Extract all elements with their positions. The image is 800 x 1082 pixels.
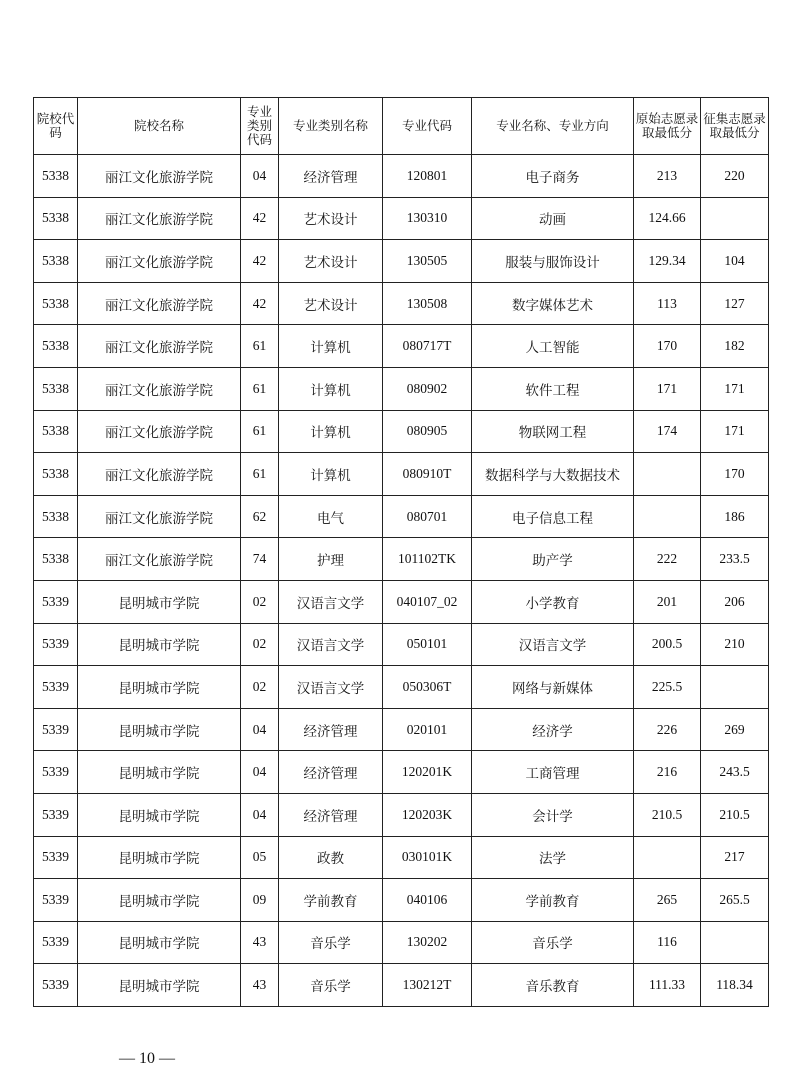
original-min-score-cell: 113 (634, 282, 701, 325)
header-school-code: 院校代码 (34, 98, 78, 155)
school-name-cell: 昆明城市学院 (78, 666, 241, 709)
original-min-score-cell: 111.33 (634, 964, 701, 1007)
school-code-cell: 5339 (34, 921, 78, 964)
table-row (34, 836, 769, 879)
major-code-cell: 120801 (383, 155, 472, 198)
table-header-row (34, 98, 769, 155)
supplementary-min-score-cell: 171 (701, 410, 769, 453)
major-code-cell: 101102TK (383, 538, 472, 581)
major-code-cell: 040106 (383, 879, 472, 922)
table-row (34, 453, 769, 496)
category-code-cell: 02 (241, 580, 279, 623)
category-name-cell: 计算机 (279, 453, 383, 496)
major-name-cell: 动画 (472, 197, 634, 240)
table-row (34, 367, 769, 410)
category-name-cell: 汉语言文学 (279, 623, 383, 666)
category-name-cell: 计算机 (279, 410, 383, 453)
header-major-name: 专业名称、专业方向 (472, 98, 634, 155)
category-code-cell: 02 (241, 623, 279, 666)
major-code-cell: 080910T (383, 453, 472, 496)
major-name-cell: 电子商务 (472, 155, 634, 198)
table-row (34, 708, 769, 751)
major-name-cell: 法学 (472, 836, 634, 879)
header-supplementary-min-score: 征集志愿录取最低分 (701, 98, 769, 155)
school-name-cell: 昆明城市学院 (78, 964, 241, 1007)
major-name-cell: 音乐学 (472, 921, 634, 964)
table-row (34, 197, 769, 240)
category-name-cell: 电气 (279, 495, 383, 538)
original-min-score-cell (634, 453, 701, 496)
original-min-score-cell: 226 (634, 708, 701, 751)
table-row (34, 495, 769, 538)
school-code-cell: 5339 (34, 879, 78, 922)
school-name-cell: 昆明城市学院 (78, 708, 241, 751)
category-name-cell: 音乐学 (279, 921, 383, 964)
original-min-score-cell: 200.5 (634, 623, 701, 666)
supplementary-min-score-cell: 269 (701, 708, 769, 751)
school-code-cell: 5338 (34, 325, 78, 368)
school-name-cell: 丽江文化旅游学院 (78, 155, 241, 198)
table-row (34, 751, 769, 794)
original-min-score-cell: 171 (634, 367, 701, 410)
major-name-cell: 物联网工程 (472, 410, 634, 453)
major-code-cell: 030101K (383, 836, 472, 879)
school-name-cell: 丽江文化旅游学院 (78, 495, 241, 538)
school-name-cell: 丽江文化旅游学院 (78, 538, 241, 581)
category-name-cell: 艺术设计 (279, 197, 383, 240)
school-code-cell: 5339 (34, 751, 78, 794)
original-min-score-cell: 213 (634, 155, 701, 198)
table-row (34, 666, 769, 709)
major-name-cell: 软件工程 (472, 367, 634, 410)
supplementary-min-score-cell: 206 (701, 580, 769, 623)
major-code-cell: 130212T (383, 964, 472, 1007)
major-name-cell: 经济学 (472, 708, 634, 751)
category-code-cell: 43 (241, 921, 279, 964)
category-code-cell: 61 (241, 325, 279, 368)
school-name-cell: 昆明城市学院 (78, 921, 241, 964)
supplementary-min-score-cell: 170 (701, 453, 769, 496)
table-row (34, 879, 769, 922)
category-code-cell: 09 (241, 879, 279, 922)
school-name-cell: 昆明城市学院 (78, 879, 241, 922)
school-code-cell: 5338 (34, 538, 78, 581)
category-code-cell: 04 (241, 155, 279, 198)
original-min-score-cell: 116 (634, 921, 701, 964)
table-row (34, 155, 769, 198)
supplementary-min-score-cell: 265.5 (701, 879, 769, 922)
table-row (34, 580, 769, 623)
category-name-cell: 学前教育 (279, 879, 383, 922)
supplementary-min-score-cell: 104 (701, 240, 769, 283)
school-code-cell: 5339 (34, 836, 78, 879)
major-code-cell: 120201K (383, 751, 472, 794)
major-name-cell: 服装与服饰设计 (472, 240, 634, 283)
major-code-cell: 130505 (383, 240, 472, 283)
table-row (34, 410, 769, 453)
category-name-cell: 经济管理 (279, 751, 383, 794)
major-code-cell: 050306T (383, 666, 472, 709)
header-category-code: 专业类别代码 (241, 98, 279, 155)
category-code-cell: 42 (241, 240, 279, 283)
supplementary-min-score-cell: 186 (701, 495, 769, 538)
original-min-score-cell: 129.34 (634, 240, 701, 283)
school-name-cell: 昆明城市学院 (78, 580, 241, 623)
original-min-score-cell: 201 (634, 580, 701, 623)
header-school-name: 院校名称 (78, 98, 241, 155)
major-name-cell: 会计学 (472, 793, 634, 836)
school-code-cell: 5338 (34, 367, 78, 410)
original-min-score-cell: 170 (634, 325, 701, 368)
category-code-cell: 74 (241, 538, 279, 581)
school-code-cell: 5338 (34, 282, 78, 325)
school-name-cell: 丽江文化旅游学院 (78, 367, 241, 410)
header-original-min-score: 原始志愿录取最低分 (634, 98, 701, 155)
supplementary-min-score-cell: 243.5 (701, 751, 769, 794)
table-row (34, 325, 769, 368)
original-min-score-cell: 265 (634, 879, 701, 922)
category-name-cell: 经济管理 (279, 793, 383, 836)
major-name-cell: 学前教育 (472, 879, 634, 922)
school-code-cell: 5338 (34, 410, 78, 453)
major-code-cell: 020101 (383, 708, 472, 751)
major-name-cell: 网络与新媒体 (472, 666, 634, 709)
school-name-cell: 丽江文化旅游学院 (78, 325, 241, 368)
school-name-cell: 昆明城市学院 (78, 793, 241, 836)
supplementary-min-score-cell: 233.5 (701, 538, 769, 581)
supplementary-min-score-cell: 182 (701, 325, 769, 368)
category-name-cell: 艺术设计 (279, 282, 383, 325)
category-code-cell: 42 (241, 282, 279, 325)
category-code-cell: 04 (241, 708, 279, 751)
supplementary-min-score-cell: 171 (701, 367, 769, 410)
school-name-cell: 昆明城市学院 (78, 751, 241, 794)
supplementary-min-score-cell: 217 (701, 836, 769, 879)
supplementary-min-score-cell: 118.34 (701, 964, 769, 1007)
category-name-cell: 计算机 (279, 325, 383, 368)
school-name-cell: 昆明城市学院 (78, 836, 241, 879)
school-code-cell: 5339 (34, 793, 78, 836)
supplementary-min-score-cell: 210 (701, 623, 769, 666)
table-row (34, 921, 769, 964)
category-code-cell: 61 (241, 367, 279, 410)
supplementary-min-score-cell (701, 666, 769, 709)
major-code-cell: 120203K (383, 793, 472, 836)
school-code-cell: 5338 (34, 197, 78, 240)
school-name-cell: 丽江文化旅游学院 (78, 282, 241, 325)
original-min-score-cell (634, 495, 701, 538)
supplementary-min-score-cell: 127 (701, 282, 769, 325)
supplementary-min-score-cell (701, 921, 769, 964)
original-min-score-cell: 210.5 (634, 793, 701, 836)
supplementary-min-score-cell (701, 197, 769, 240)
school-code-cell: 5338 (34, 453, 78, 496)
school-code-cell: 5338 (34, 495, 78, 538)
major-code-cell: 080701 (383, 495, 472, 538)
major-code-cell: 080902 (383, 367, 472, 410)
major-name-cell: 汉语言文学 (472, 623, 634, 666)
original-min-score-cell: 124.66 (634, 197, 701, 240)
major-name-cell: 数据科学与大数据技术 (472, 453, 634, 496)
table-row (34, 623, 769, 666)
major-name-cell: 电子信息工程 (472, 495, 634, 538)
school-code-cell: 5339 (34, 623, 78, 666)
school-name-cell: 丽江文化旅游学院 (78, 410, 241, 453)
header-category-name: 专业类别名称 (279, 98, 383, 155)
major-name-cell: 工商管理 (472, 751, 634, 794)
category-code-cell: 62 (241, 495, 279, 538)
original-min-score-cell (634, 836, 701, 879)
category-name-cell: 计算机 (279, 367, 383, 410)
original-min-score-cell: 222 (634, 538, 701, 581)
major-code-cell: 050101 (383, 623, 472, 666)
major-code-cell: 130508 (383, 282, 472, 325)
original-min-score-cell: 174 (634, 410, 701, 453)
major-code-cell: 130310 (383, 197, 472, 240)
table-row (34, 240, 769, 283)
supplementary-min-score-cell: 220 (701, 155, 769, 198)
school-code-cell: 5339 (34, 666, 78, 709)
school-name-cell: 丽江文化旅游学院 (78, 240, 241, 283)
category-name-cell: 经济管理 (279, 155, 383, 198)
major-code-cell: 080905 (383, 410, 472, 453)
major-code-cell: 130202 (383, 921, 472, 964)
category-name-cell: 艺术设计 (279, 240, 383, 283)
original-min-score-cell: 225.5 (634, 666, 701, 709)
category-code-cell: 61 (241, 453, 279, 496)
major-name-cell: 数字媒体艺术 (472, 282, 634, 325)
table-row (34, 282, 769, 325)
major-name-cell: 助产学 (472, 538, 634, 581)
school-code-cell: 5338 (34, 240, 78, 283)
original-min-score-cell: 216 (634, 751, 701, 794)
major-code-cell: 040107_02 (383, 580, 472, 623)
major-code-cell: 080717T (383, 325, 472, 368)
category-name-cell: 政教 (279, 836, 383, 879)
table-row (34, 964, 769, 1007)
category-name-cell: 护理 (279, 538, 383, 581)
page-number: — 10 — (119, 1050, 175, 1067)
category-name-cell: 经济管理 (279, 708, 383, 751)
school-code-cell: 5339 (34, 708, 78, 751)
school-code-cell: 5339 (34, 580, 78, 623)
category-code-cell: 04 (241, 793, 279, 836)
category-code-cell: 04 (241, 751, 279, 794)
table-row (34, 538, 769, 581)
category-code-cell: 42 (241, 197, 279, 240)
table-row (34, 793, 769, 836)
header-major-code: 专业代码 (383, 98, 472, 155)
school-name-cell: 丽江文化旅游学院 (78, 197, 241, 240)
table-body (34, 155, 769, 1007)
major-name-cell: 音乐教育 (472, 964, 634, 1007)
school-code-cell: 5338 (34, 155, 78, 198)
major-name-cell: 小学教育 (472, 580, 634, 623)
category-code-cell: 02 (241, 666, 279, 709)
admission-score-table (33, 97, 769, 1007)
school-code-cell: 5339 (34, 964, 78, 1007)
major-name-cell: 人工智能 (472, 325, 634, 368)
category-name-cell: 汉语言文学 (279, 666, 383, 709)
supplementary-min-score-cell: 210.5 (701, 793, 769, 836)
category-name-cell: 汉语言文学 (279, 580, 383, 623)
category-code-cell: 05 (241, 836, 279, 879)
school-name-cell: 丽江文化旅游学院 (78, 453, 241, 496)
category-code-cell: 61 (241, 410, 279, 453)
school-name-cell: 昆明城市学院 (78, 623, 241, 666)
category-code-cell: 43 (241, 964, 279, 1007)
category-name-cell: 音乐学 (279, 964, 383, 1007)
